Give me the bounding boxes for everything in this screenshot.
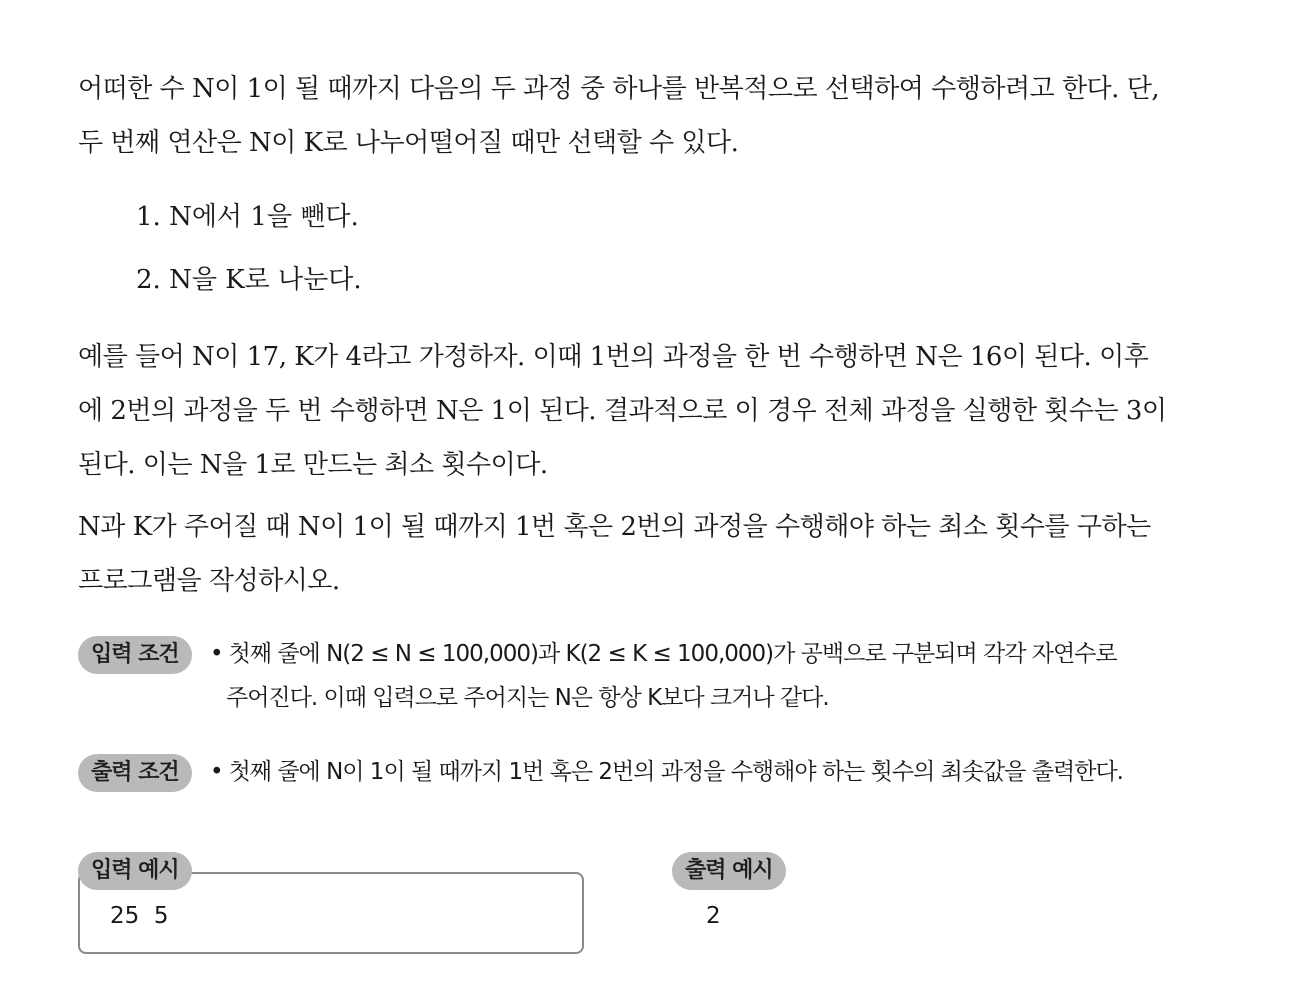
task-line-2: 프로그램을 작성하시오. [78,566,340,596]
output-condition-tag: 출력 조건 [78,754,192,792]
input-example-tag: 입력 예시 [78,852,192,890]
intro-line-2: 두 번째 연산은 N이 K로 나누어떨어질 때만 선택할 수 있다. [78,128,739,158]
task-line-1: N과 K가 주어질 때 N이 1이 될 때까지 1번 혹은 2번의 과정을 수행해야 하는 최소 횟수를 구하는 [78,512,1151,542]
output-condition-line-1-text: 첫째 줄에 N이 1이 될 때까지 1번 혹은 2번의 과정을 수행해야 하는 횟수의 최솟값을 출력한다. [228,759,1123,785]
output-example-tag: 출력 예시 [672,852,786,890]
output-example-value: 2 [706,903,721,929]
example-line-1: 예를 들어 N이 17, K가 4라고 가정하자. 이때 1번의 과정을 한 번 수행하면 N은 16이 된다. 이후 [78,342,1149,372]
input-condition-line-1-text: 첫째 줄에 N(2 ≤ N ≤ 100,000)과 K(2 ≤ K ≤ 100,000)가 공백으로 구분되며 각각 자연수로 [228,641,1117,667]
input-condition-tag: 입력 조건 [78,636,192,674]
output-condition-line-1 [210,750,1190,794]
input-condition-line-2: 주어진다. 이때 입력으로 주어지는 N은 항상 K보다 크거나 같다. [226,685,829,711]
input-example-value: 25 5 [110,903,169,929]
input-condition-line-1 [210,632,1190,676]
step-2: 2. N을 K로 나눈다. [136,265,362,295]
bullet-icon: • [210,759,223,785]
output-condition-text [210,750,1190,794]
example-paragraph [78,330,1188,492]
step-1: 1. N에서 1을 뺀다. [136,202,359,232]
example-line-3: 된다. 이는 N을 1로 만드는 최소 횟수이다. [78,450,548,480]
intro-paragraph [78,62,1188,170]
bullet-icon: • [210,641,223,667]
intro-line-1: 어떠한 수 N이 1이 될 때까지 다음의 두 과정 중 하나를 반복적으로 선택하여 수행하려고 한다. 단, [78,74,1160,104]
input-condition-text [210,632,1190,720]
example-line-2: 에 2번의 과정을 두 번 수행하면 N은 1이 된다. 결과적으로 이 경우 전체 과정을 실행한 횟수는 3이 [78,396,1167,426]
task-paragraph [78,500,1188,608]
